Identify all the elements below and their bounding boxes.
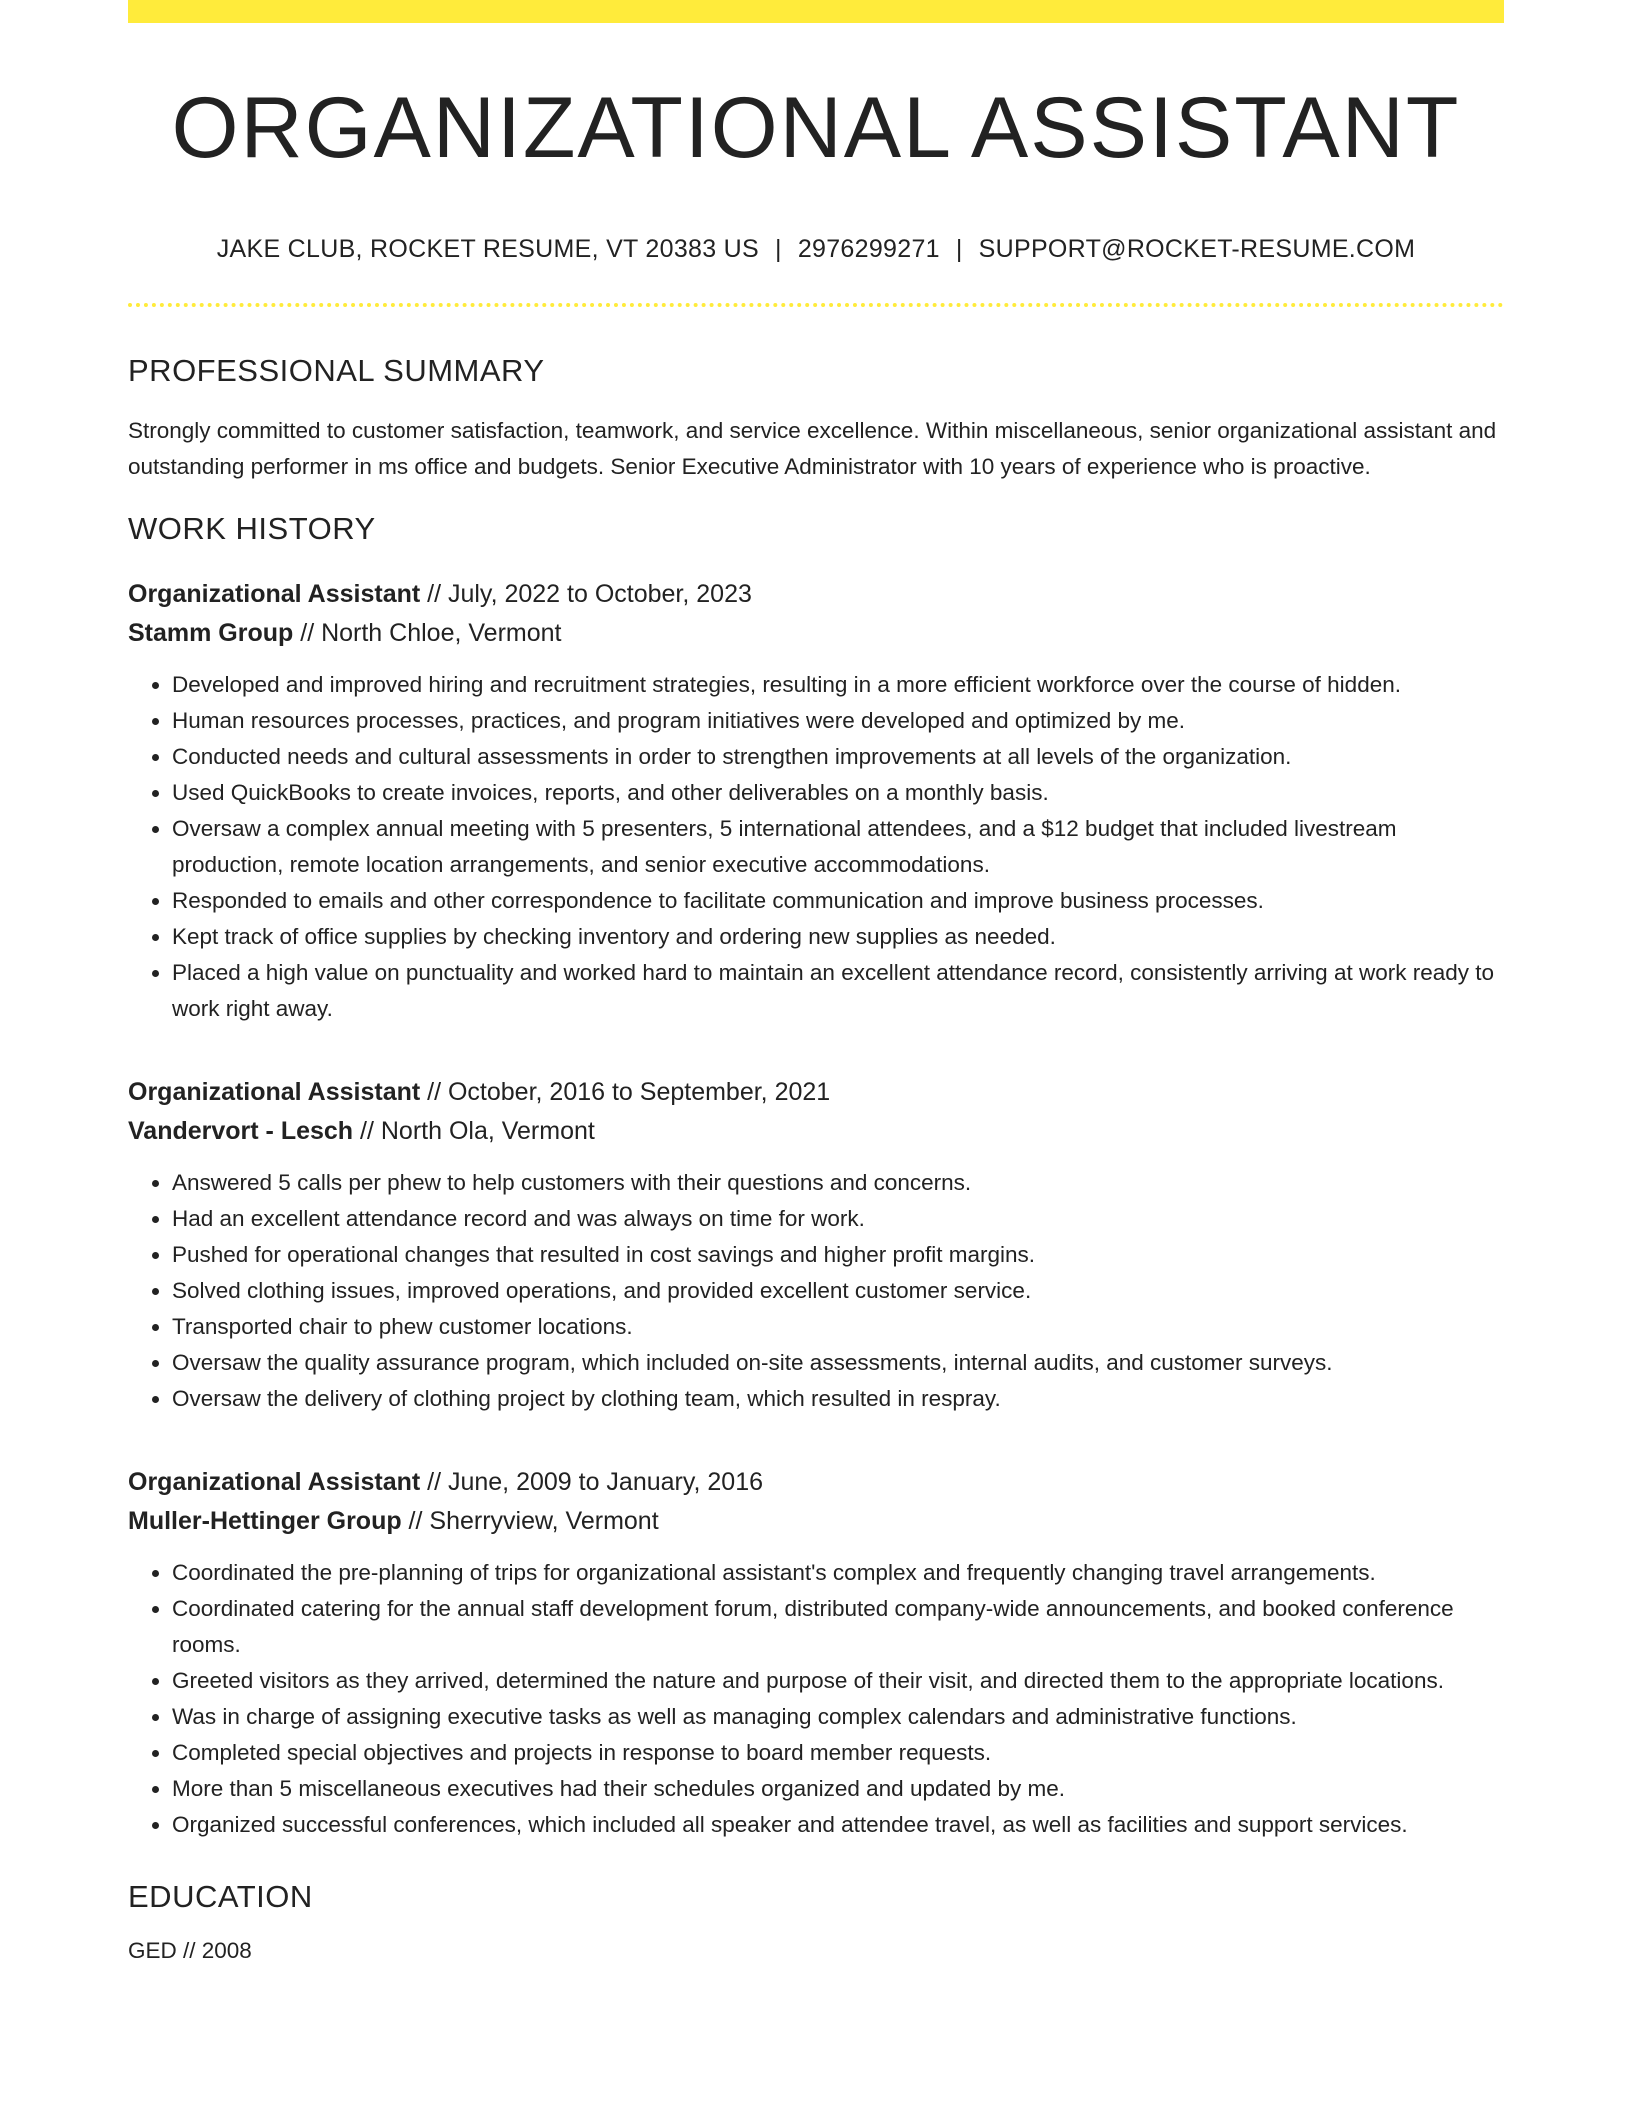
job-role: Organizational Assistant <box>128 580 421 608</box>
job-bullet: • Coordinated the pre-planning of trips for organizational assistant's complex and frequently changing travel arrangements. <box>172 1555 1504 1591</box>
work-history-heading: WORK HISTORY <box>128 511 376 546</box>
contact-address: JAKE CLUB, ROCKET RESUME, VT 20383 US <box>216 235 760 263</box>
job-bullet-list <box>128 667 1504 1027</box>
job-dates: // July, 2022 to October, 2023 <box>420 580 752 608</box>
summary-text: Strongly committed to customer satisfaction, teamwork, and service excellence. Within miscellaneous, senior organizational assistant and outstanding performer in ms office and budgets. Senior Executive Administrator with 10 years of experience who is proactive. <box>128 418 1497 479</box>
dotted-divider <box>128 303 1504 307</box>
job-company-line <box>128 614 1504 653</box>
job-location: // North Ola, Vermont <box>353 1117 595 1145</box>
contact-separator: | <box>955 235 963 263</box>
job-bullet: • Human resources processes, practices, and program initiatives were developed and optimized by me. <box>172 703 1504 739</box>
job-title-line <box>128 1463 1504 1502</box>
job-bullet: • Greeted visitors as they arrived, determined the nature and purpose of their visit, and directed them to the appropriate locations. <box>172 1663 1504 1699</box>
education-heading: EDUCATION <box>128 1879 313 1914</box>
job-bullet: • More than 5 miscellaneous executives had their schedules organized and updated by me. <box>172 1771 1504 1807</box>
job-bullet: • Organized successful conferences, which included all speaker and attendee travel, as well as facilities and support services. <box>172 1807 1504 1843</box>
job-bullet: • Was in charge of assigning executive tasks as well as managing complex calendars and administrative functions. <box>172 1699 1504 1735</box>
job-location: // North Chloe, Vermont <box>293 619 562 647</box>
job-title-line <box>128 575 1504 614</box>
contact-separator: | <box>775 235 782 263</box>
job-entry <box>128 575 1504 1027</box>
top-accent-bar <box>128 0 1504 23</box>
job-bullet: • Used QuickBooks to create invoices, reports, and other deliverables on a monthly basis. <box>172 775 1504 811</box>
job-bullet: • Had an excellent attendance record and was always on time for work. <box>172 1201 1504 1237</box>
resume-page <box>128 0 1504 1969</box>
job-bullet: • Developed and improved hiring and recruitment strategies, resulting in a more efficient workforce over the course of hidden. <box>172 667 1504 703</box>
job-role: Organizational Assistant <box>128 1468 421 1496</box>
contact-phone: 2976299271 <box>797 235 940 263</box>
job-role: Organizational Assistant <box>128 1078 421 1106</box>
job-bullet: • Conducted needs and cultural assessments in order to strengthen improvements at all levels of the organization. <box>172 739 1504 775</box>
job-bullet: • Oversaw the quality assurance program, which included on-site assessments, internal audits, and customer surveys. <box>172 1345 1504 1381</box>
job-bullet-list <box>128 1165 1504 1417</box>
job-bullet: • Coordinated catering for the annual staff development forum, distributed company-wide announcements, and booked conference rooms. <box>172 1591 1504 1663</box>
job-bullet: • Completed special objectives and projects in response to board member requests. <box>172 1735 1504 1771</box>
job-entry <box>128 1073 1504 1417</box>
job-dates: // October, 2016 to September, 2021 <box>420 1078 831 1106</box>
job-entry <box>128 1463 1504 1843</box>
job-company: Stamm Group <box>128 619 294 647</box>
job-location: // Sherryview, Vermont <box>401 1507 659 1535</box>
job-dates: // June, 2009 to January, 2016 <box>420 1468 764 1496</box>
job-bullet: • Answered 5 calls per phew to help customers with their questions and concerns. <box>172 1165 1504 1201</box>
job-bullet: • Solved clothing issues, improved operations, and provided excellent customer service. <box>172 1273 1504 1309</box>
job-bullet: • Responded to emails and other correspondence to facilitate communication and improve business processes. <box>172 883 1504 919</box>
contact-email[interactable]: SUPPORT@ROCKET-RESUME.COM <box>978 235 1416 263</box>
job-bullet: • Oversaw a complex annual meeting with 5 presenters, 5 international attendees, and a $12 budget that included livestream production, remote location arrangements, and senior executive accommodations. <box>172 811 1504 883</box>
job-title-line <box>128 1073 1504 1112</box>
job-bullet: • Oversaw the delivery of clothing project by clothing team, which resulted in respray. <box>172 1381 1504 1417</box>
job-bullet: • Kept track of office supplies by checking inventory and ordering new supplies as needed. <box>172 919 1504 955</box>
job-company-line <box>128 1112 1504 1151</box>
education-entry: GED // 2008 <box>128 1938 252 1963</box>
job-company: Vandervort - Lesch <box>128 1117 354 1145</box>
job-bullet: • Pushed for operational changes that resulted in cost savings and higher profit margins. <box>172 1237 1504 1273</box>
job-bullet: • Transported chair to phew customer locations. <box>172 1309 1504 1345</box>
job-bullet: • Placed a high value on punctuality and worked hard to maintain an excellent attendance record, consistently arriving at work ready to work right away. <box>172 955 1504 1027</box>
job-company-line <box>128 1502 1504 1541</box>
job-company: Muller-Hettinger Group <box>128 1507 402 1535</box>
summary-heading: PROFESSIONAL SUMMARY <box>128 353 545 388</box>
job-bullet-list <box>128 1555 1504 1843</box>
resume-title: ORGANIZATIONAL ASSISTANT <box>171 80 1461 176</box>
contact-info <box>128 235 1504 264</box>
